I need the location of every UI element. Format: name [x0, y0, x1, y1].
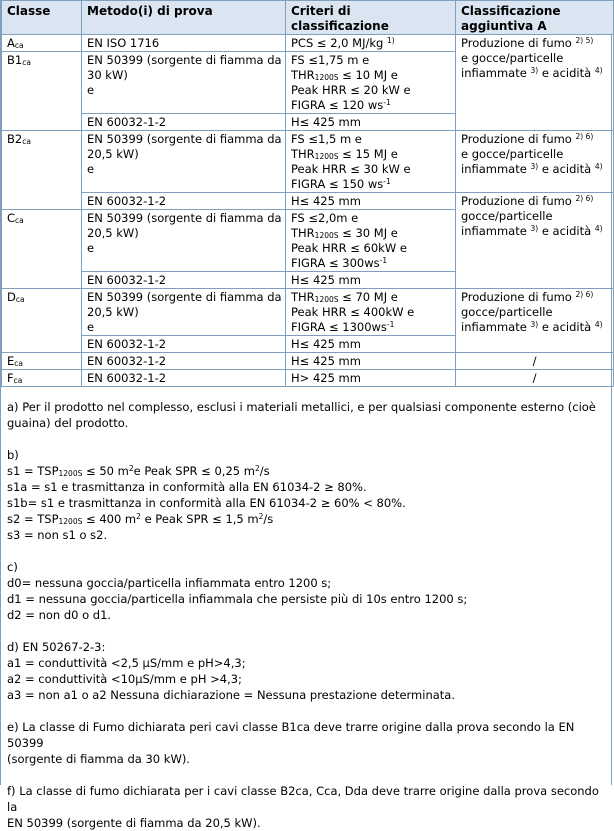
class-cell: $E_{ca}$	[2, 353, 82, 370]
header-classe: Classe	[2, 1, 82, 35]
criteria-cell: H≤ 425 mm	[286, 272, 456, 289]
criteria-cell: H≤ 425 mm	[286, 114, 456, 131]
method-cell: EN 60032-1-2	[82, 114, 286, 131]
criteria-cell: H≤ 425 mm	[286, 193, 456, 210]
method-cell: EN 50399 (sorgente di fiamma da 20,5 kW) e	[82, 210, 286, 272]
method-cell: EN 60032-1-2	[82, 193, 286, 210]
note-e: e) La classe di Fumo dichiarata peri cavi classe B1ca deve trarre origine dalla prova secondo la EN 50399 (sorgente di fiamma da 30 kW).	[7, 720, 575, 766]
header-criteri: Criteri di classificazione	[286, 1, 456, 35]
criteria-cell: $THR_{1200S} \le 70$ MJ e Peak HRR ≤ 400kW e FIGRA ≤ $1300ws^{-1}$	[286, 289, 456, 336]
table-row	[2, 35, 614, 52]
note-f: f) La classe di fumo dichiarata per i cavi classe B2ca, Cca, Dda deve trarre origine dalla prova secondo la EN 50399 (sorgente di fiamma da 20,5 kW).	[7, 784, 599, 830]
method-cell: EN 60032-1-2	[82, 272, 286, 289]
criteria-cell: FS ≤1,75 m e $THR_{1200S} \le 10$ MJ e Peak HRR ≤ 20 kW e FIGRA ≤ 120 $ws^{-1}$	[286, 52, 456, 114]
note-a: a) Per il prodotto nel complesso, esclusi i materiali metallici, e per qualsiasi componente esterno (cioè guaina) del prodotto.	[7, 400, 596, 430]
method-cell: EN 60032-1-2	[82, 370, 286, 387]
table-row	[2, 370, 614, 387]
criteria-cell: PCS ≤ 2,0 MJ/kg $^{1)}$	[286, 35, 456, 52]
method-cell: EN 50399 (sorgente di fiamma da 20,5 kW) e	[82, 289, 286, 336]
extra-cell: Produzione di fumo $^{2) 6)}$ gocce/particelle infiammate $^{3)}$ e acidità $^{4)}$	[456, 193, 614, 289]
extra-cell: Produzione di fumo $^{2) 5)}$ e gocce/particelle infiammate $^{3)}$ e acidità $^{4)}$	[456, 35, 614, 131]
method-cell: EN 50399 (sorgente di fiamma da 20,5 kW) e	[82, 131, 286, 193]
note-c: c) d0= nessuna goccia/particella infiammata entro 1200 s; d1 = nessuna goccia/particella infiammala che persiste più di 10s entro 1200 s; d2 = non d0 o d1.	[7, 560, 468, 622]
table-row	[2, 131, 614, 193]
class-cell: $A_{ca}$	[2, 35, 82, 52]
criteria-cell: H≤ 425 mm	[286, 353, 456, 370]
class-cell: $C_{ca}$	[2, 210, 82, 289]
method-cell: EN ISO 1716	[82, 35, 286, 52]
header-classificazione: Classificazione aggiuntiva A	[456, 1, 614, 35]
extra-cell: /	[456, 370, 614, 387]
table-row	[2, 193, 614, 210]
table-row	[2, 353, 614, 370]
class-cell: $B1_{ca}$	[2, 52, 82, 131]
note-b: b) $s1 = TSP_{1200S} \le 50$ $m^2e$ Peak SPR ≤ 0,25 $m^2/s$ s1a = s1 e trasmittanza in conformità alla EN 61034-2 ≥ 80%. s1b= s1 e trasmittanza in conformità alla EN 61034-2 ≥ 60% < 80%. $s2 = TSP_{1200S} \le 400$ $m^2$ e Peak SPR ≤ 1,5 $m^2/s$ s3 = non s1 o s2.	[7, 448, 406, 542]
class-cell: $D_{ca}$	[2, 289, 82, 353]
classification-table	[1, 0, 614, 387]
method-cell: EN 60032-1-2	[82, 336, 286, 353]
class-cell: $F_{ca}$	[2, 370, 82, 387]
method-cell: EN 60032-1-2	[82, 353, 286, 370]
note-d: d) EN 50267-2-3: a1 = conduttività <2,5 μS/mm e pH>4,3; a2 = conduttività <10μS/mm e pH >4,3; a3 = non a1 o a2 Nessuna dichiarazione = Nessuna prestazione determinata.	[7, 640, 456, 702]
criteria-cell: FS ≤2,0m e $THR_{1200S} \le 30$ MJ e Peak HRR ≤ 60kW e FIGRA ≤ $300ws^{-1}$	[286, 210, 456, 272]
table-row	[2, 289, 614, 336]
criteria-cell: H≤ 425 mm	[286, 336, 456, 353]
class-cell: $B2_{ca}$	[2, 131, 82, 210]
criteria-cell: H> 425 mm	[286, 370, 456, 387]
header-metodo: Metodo(i) di prova	[82, 1, 286, 35]
extra-cell: Produzione di fumo $^{2) 6)}$ e gocce/particelle infiammate $^{3)}$ e acidità $^{4)}$	[456, 131, 614, 193]
criteria-cell: FS ≤1,5 m e $THR_{1200S} \le 15$ MJ e Peak HRR ≤ 30 kW e FIGRA ≤ 150 $ws^{-1}$	[286, 131, 456, 193]
extra-cell: Produzione di fumo $^{2) 6)}$ gocce/particelle infiammate $^{3)}$ e acidità $^{4)}$	[456, 289, 614, 353]
table-header-row	[2, 1, 614, 35]
method-cell: EN 50399 (sorgente di fiamma da 30 kW) e	[82, 52, 286, 114]
footnotes	[1, 387, 611, 831]
extra-cell: /	[456, 353, 614, 370]
